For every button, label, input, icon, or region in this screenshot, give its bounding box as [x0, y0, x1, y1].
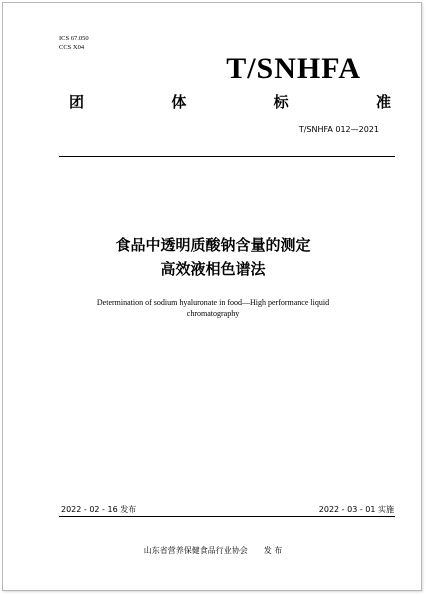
ccs-code: CCS X04 — [59, 44, 85, 51]
standard-code: T/SNHFA — [226, 52, 361, 85]
standard-number: T/SNHFA 012—2021 — [298, 125, 379, 134]
standard-type-char: 团 — [69, 93, 85, 111]
ics-code: ICS 67.050 — [59, 35, 89, 42]
standard-cover-page — [2, 2, 422, 591]
standard-type-char: 标 — [273, 93, 289, 111]
title-cn-line1: 食品中透明质酸钠含量的测定 — [115, 236, 311, 254]
standard-type — [69, 93, 391, 111]
title-en-line1: Determination of sodium hyaluronate in food—High performance liquid — [96, 298, 330, 307]
bottom-divider — [59, 516, 395, 517]
release-date: 2022 - 02 - 16 发布 — [61, 505, 137, 514]
publisher: 山东省营养保健食品行业协会 发 布 — [143, 546, 283, 555]
standard-type-char: 体 — [171, 93, 187, 111]
title-en-line2: chromatography — [186, 309, 240, 318]
title-cn-line2: 高效液相色谱法 — [160, 260, 266, 278]
standard-type-char: 准 — [375, 93, 391, 111]
top-divider — [59, 156, 395, 157]
implement-date: 2022 - 03 - 01 实施 — [318, 505, 394, 514]
